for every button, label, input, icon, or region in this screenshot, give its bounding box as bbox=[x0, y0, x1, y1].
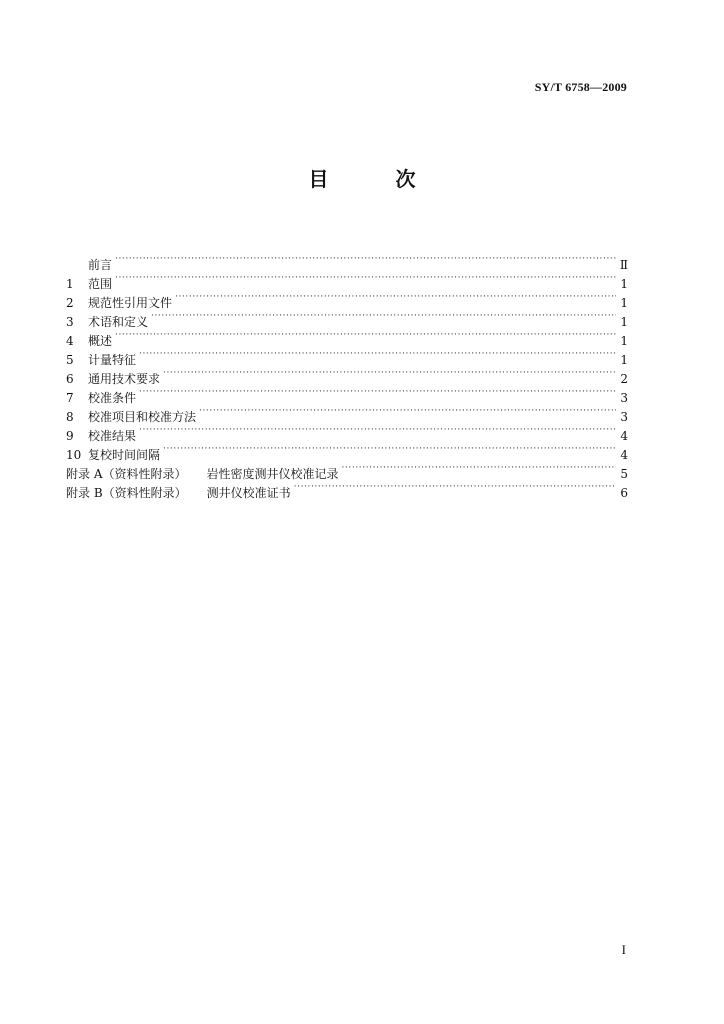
toc-entry-page: 1 bbox=[620, 277, 628, 291]
toc-entry-page: 3 bbox=[620, 410, 628, 424]
dot-leader bbox=[163, 364, 616, 383]
table-of-contents bbox=[66, 250, 628, 500]
toc-entry-page: 1 bbox=[620, 296, 628, 310]
toc-entry-title: 前言 bbox=[88, 258, 113, 272]
toc-entry[interactable] bbox=[66, 440, 628, 462]
toc-entry-title: 校准结果 bbox=[88, 429, 137, 443]
toc-entry[interactable] bbox=[66, 307, 628, 329]
toc-entry-page: 1 bbox=[620, 334, 628, 348]
dot-leader bbox=[199, 402, 616, 421]
toc-entry-number: 10 bbox=[66, 448, 82, 462]
toc-entry-page: 5 bbox=[620, 467, 628, 481]
toc-entry-number: 9 bbox=[66, 429, 74, 443]
toc-entry[interactable] bbox=[66, 345, 628, 367]
toc-entry[interactable] bbox=[66, 288, 628, 310]
toc-entry-number: 5 bbox=[66, 353, 74, 367]
dot-leader bbox=[115, 269, 616, 288]
toc-entry-page: 6 bbox=[620, 486, 628, 500]
toc-entry-number: 8 bbox=[66, 410, 74, 424]
dot-leader bbox=[163, 440, 616, 459]
dot-leader bbox=[342, 459, 617, 478]
toc-entry[interactable] bbox=[66, 269, 628, 291]
toc-entry-number: 附录 A（资料性附录） bbox=[66, 467, 187, 481]
toc-entry-title: 概述 bbox=[88, 334, 113, 348]
toc-entry-title: 测井仪校准证书 bbox=[206, 486, 291, 500]
dot-leader bbox=[139, 421, 616, 440]
dot-leader bbox=[175, 288, 616, 307]
toc-entry-title: 范围 bbox=[88, 277, 113, 291]
dot-leader bbox=[294, 478, 616, 497]
toc-entry-title: 规范性引用文件 bbox=[88, 296, 173, 310]
toc-entry-title: 岩性密度测井仪校准记录 bbox=[206, 467, 339, 481]
toc-entry-page: 4 bbox=[620, 448, 628, 462]
toc-entry-page: Ⅱ bbox=[619, 258, 628, 272]
toc-entry[interactable] bbox=[66, 402, 628, 424]
dot-leader bbox=[139, 345, 616, 364]
toc-entry-number: 7 bbox=[66, 391, 74, 405]
toc-entry-title: 复校时间间隔 bbox=[88, 448, 161, 462]
page-title: 目 次 bbox=[308, 167, 446, 191]
toc-entry[interactable] bbox=[66, 383, 628, 405]
toc-entry-page: 4 bbox=[620, 429, 628, 443]
toc-entry-title: 校准项目和校准方法 bbox=[88, 410, 197, 424]
toc-entry-number: 4 bbox=[66, 334, 74, 348]
toc-entry[interactable] bbox=[66, 364, 628, 386]
dot-leader bbox=[139, 383, 616, 402]
toc-entry-page: 1 bbox=[620, 353, 628, 367]
toc-entry-number: 2 bbox=[66, 296, 74, 310]
toc-entry-title: 校准条件 bbox=[88, 391, 137, 405]
toc-entry-number: 6 bbox=[66, 372, 74, 386]
toc-entry[interactable] bbox=[66, 421, 628, 443]
page-number: I bbox=[621, 942, 626, 957]
toc-entry-number: 1 bbox=[66, 277, 74, 291]
toc-entry-title: 术语和定义 bbox=[88, 315, 149, 329]
dot-leader bbox=[115, 326, 616, 345]
dot-leader bbox=[115, 250, 616, 269]
toc-entry[interactable] bbox=[66, 326, 628, 348]
toc-entry-title: 计量特征 bbox=[88, 353, 137, 367]
toc-entry-page: 3 bbox=[620, 391, 628, 405]
toc-entry-page: 2 bbox=[620, 372, 628, 386]
toc-entry-number: 附录 B（资料性附录） bbox=[66, 486, 187, 500]
toc-entry-page: 1 bbox=[620, 315, 628, 329]
dot-leader bbox=[151, 307, 616, 326]
standard-number: SY/T 6758—2009 bbox=[534, 80, 627, 94]
toc-entry[interactable] bbox=[66, 250, 628, 272]
toc-entry-title: 通用技术要求 bbox=[88, 372, 161, 386]
toc-entry-number: 3 bbox=[66, 315, 74, 329]
